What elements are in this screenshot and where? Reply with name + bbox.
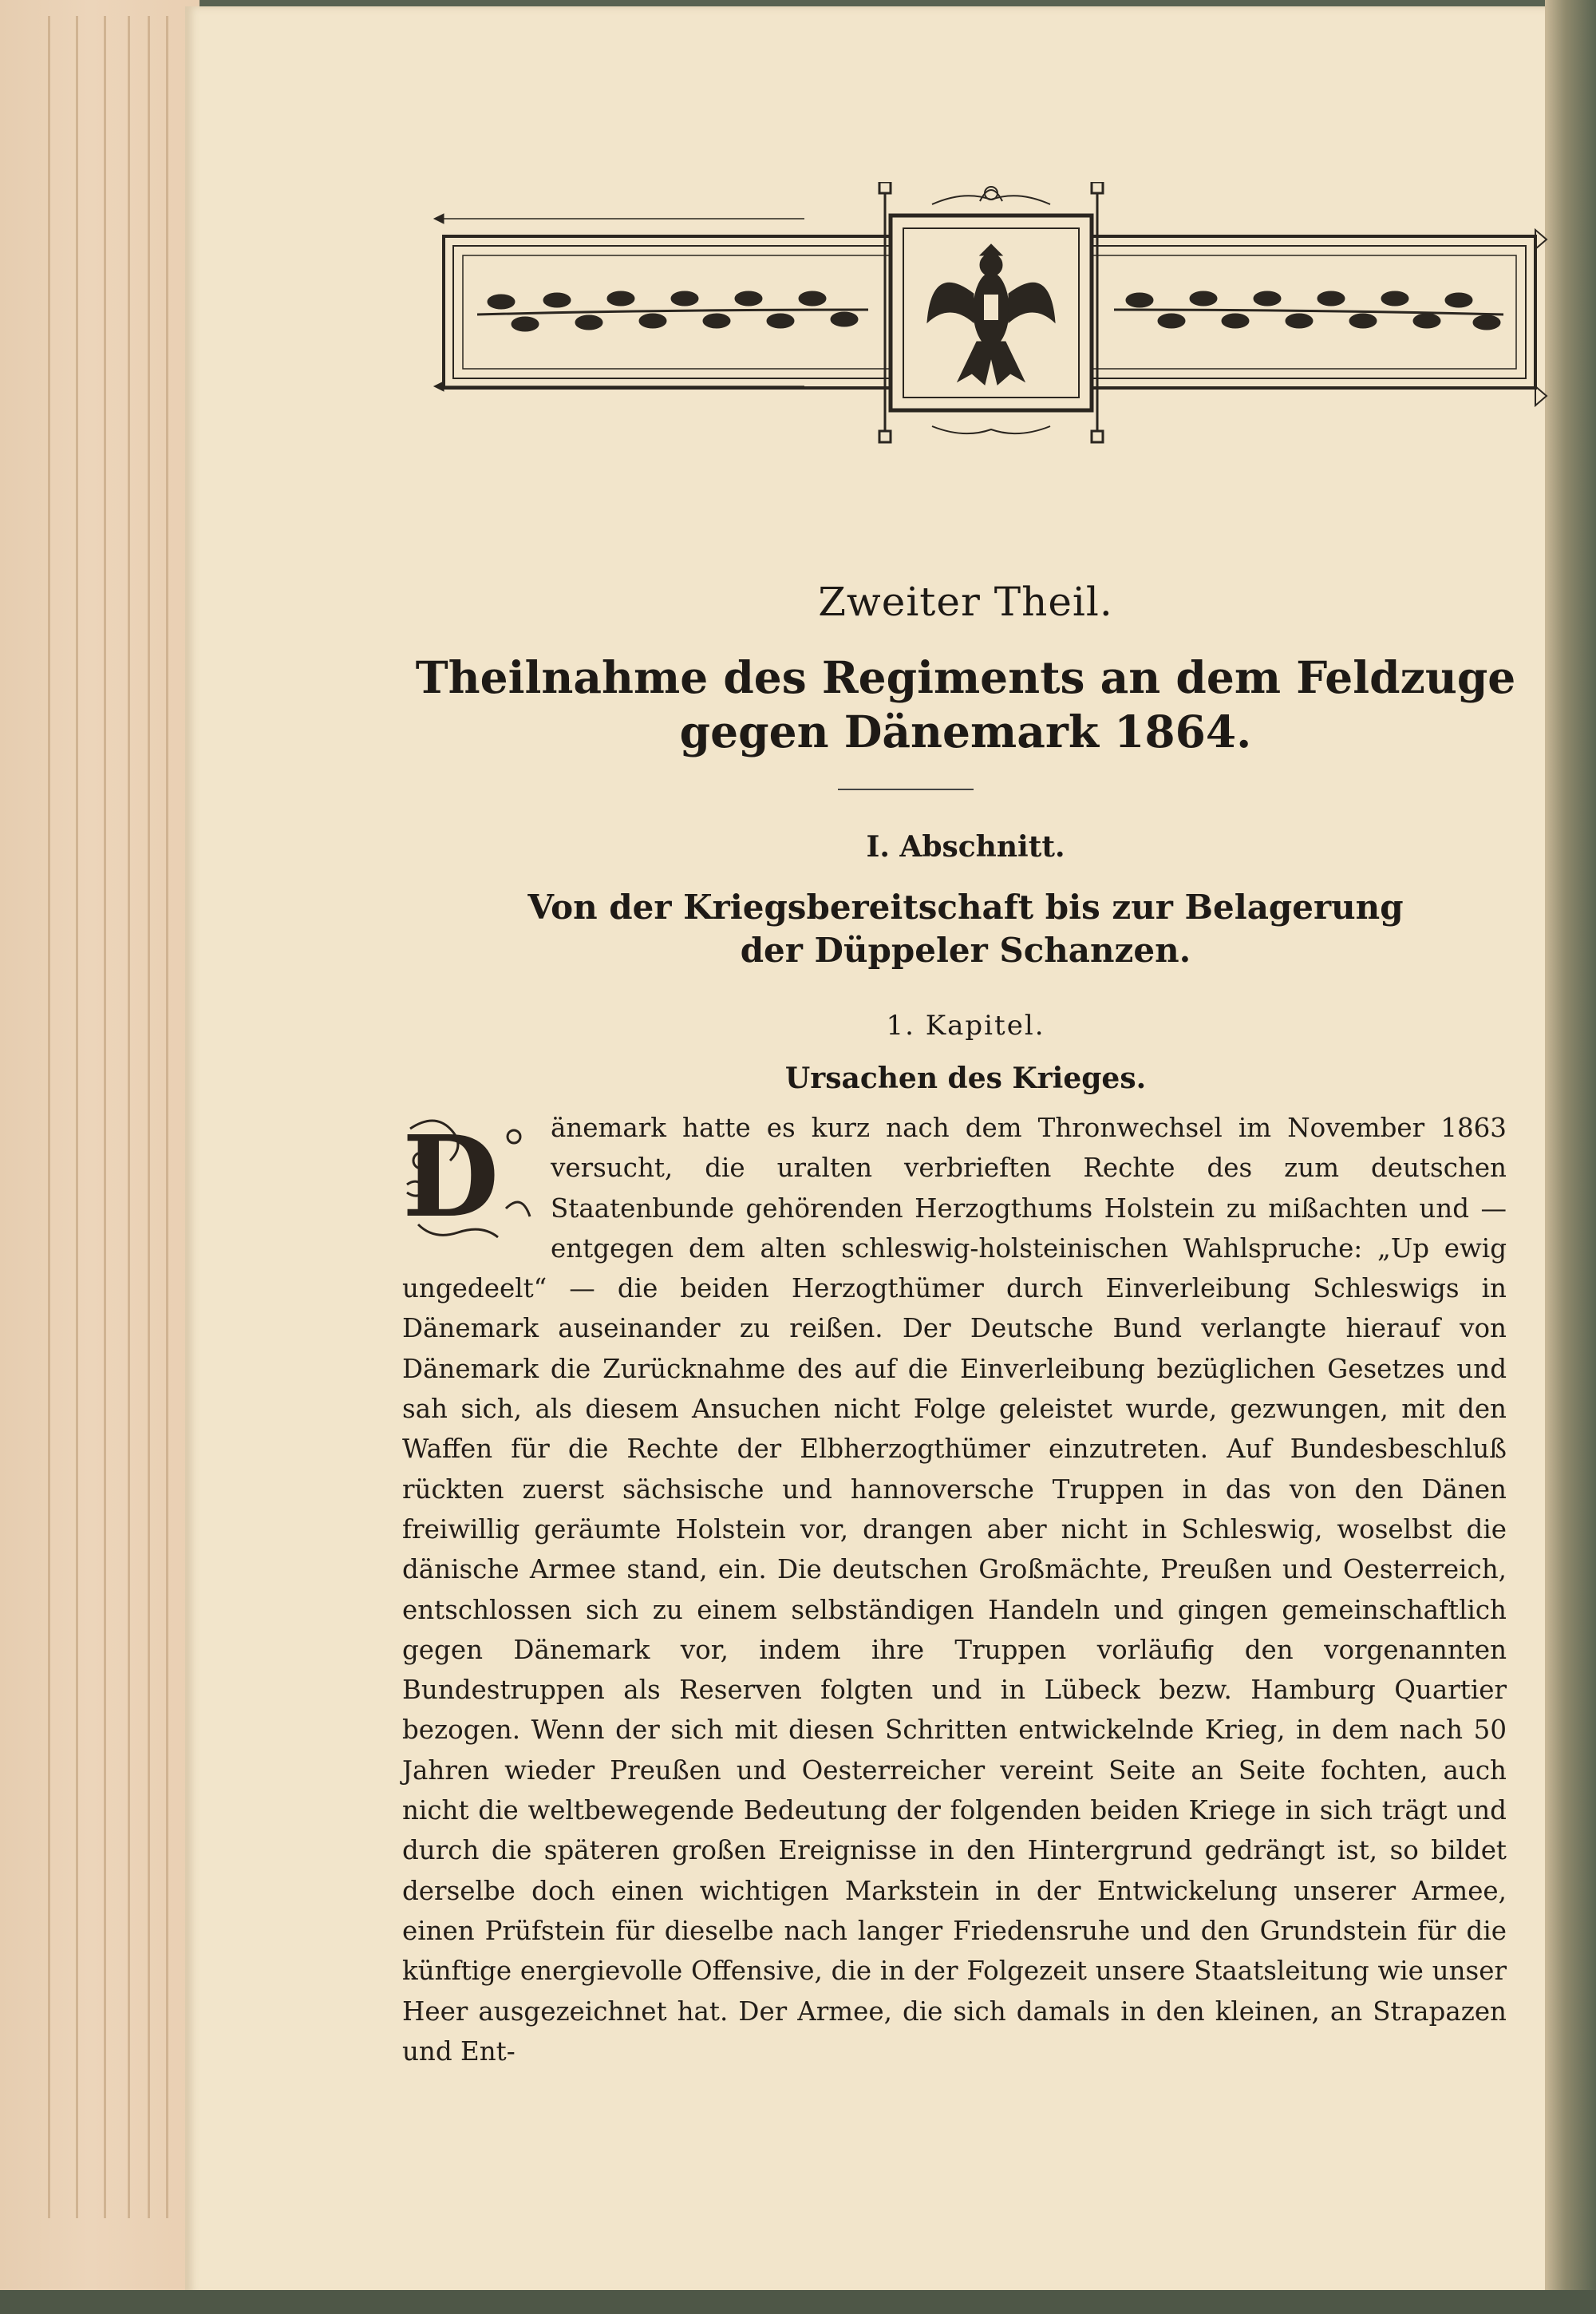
title-divider <box>838 789 974 790</box>
section-title: Von der Kriegsbereitschaft bis zur Belagerung der Düppeler Schanzen. <box>527 888 1404 970</box>
section-heading: I. Abschnitt. <box>866 830 1065 864</box>
bottom-shade <box>0 2290 1596 2314</box>
chapter-heading: 1. Kapitel. <box>886 1010 1045 1042</box>
oak-leaf-garland-right <box>1114 292 1503 329</box>
part-heading: Zweiter Theil. <box>818 579 1113 625</box>
header-ornament <box>421 182 1555 453</box>
page-stack-edges <box>0 0 200 2314</box>
oak-leaf-garland-left <box>477 292 868 330</box>
decorated-initial: D <box>402 1113 536 1240</box>
main-title: Theilnahme des Regiments an dem Feldzuge gegen Dänemark 1864. <box>415 651 1516 757</box>
body-text-content: änemark hatte es kurz nach dem Thronwechsel im November 1863 versucht, die uralten verbrieften Rechte des zum deutschen Staatenbunde gehörenden Herzogthums Holstein zu mißachten und — entgegen dem alten schleswig-holsteinischen Wahlspruche: „Up ewig ungedeelt“ — die beiden Herzogthümer durch Einverleibung Schleswigs in Dänemark auseinander zu reißen. Der Deutsche Bund verlangte hierauf von Dänemark die Zurücknahme des auf die Einverleibung bezüglichen Gesetzes und sah sich, als diesem Ansuchen nicht Folge geleistet wurde, gezwungen, mit den Waffen für die Rechte der Elbherzogthümer einzutreten. Auf Bundesbeschluß rückten zuerst sächsische und hannoversche Truppen in das von den Dänen freiwillig geräumte Holstein vor, drangen aber nicht in Schleswig, woselbst die dänische Armee stand, ein. Die deutschen Großmächte, Preußen und Oesterreich, entschlossen sich zu einem selbständigen Handeln und gingen gemeinschaftlich gegen Dänemark vor, indem ihre Truppen vorläufig den vorgenannten Bundestruppen als Reserven folgten und in Lübeck bezw. Hamburg Quartier bezogen. Wenn der sich mit diesen Schritten entwickelnde Krieg, in dem nach 50 Jahren wieder Preußen und Oesterreicher vereint Seite an Seite fochten, auch nicht die weltbewegende Bedeutung der folgenden beiden Kriege in sich trägt und durch die späteren großen Ereignisse in den Hintergrund gedrängt ist, so bildet derselbe doch einen wichtigen Markstein in der Entwickelung unserer Armee, einen Prüfstein für dieselbe nach langer Friedensruhe und den Grundstein für die künftige energievolle Offensive, die in der Folgezeit unsere Staatsleitung wie unser Heer ausgezeichnet hat. Der Armee, die sich damals in den kleinen, an Strapazen und Ent- <box>402 1113 1507 2067</box>
chapter-title: Ursachen des Krieges. <box>784 1062 1147 1095</box>
body-paragraph <box>402 1108 1507 2071</box>
